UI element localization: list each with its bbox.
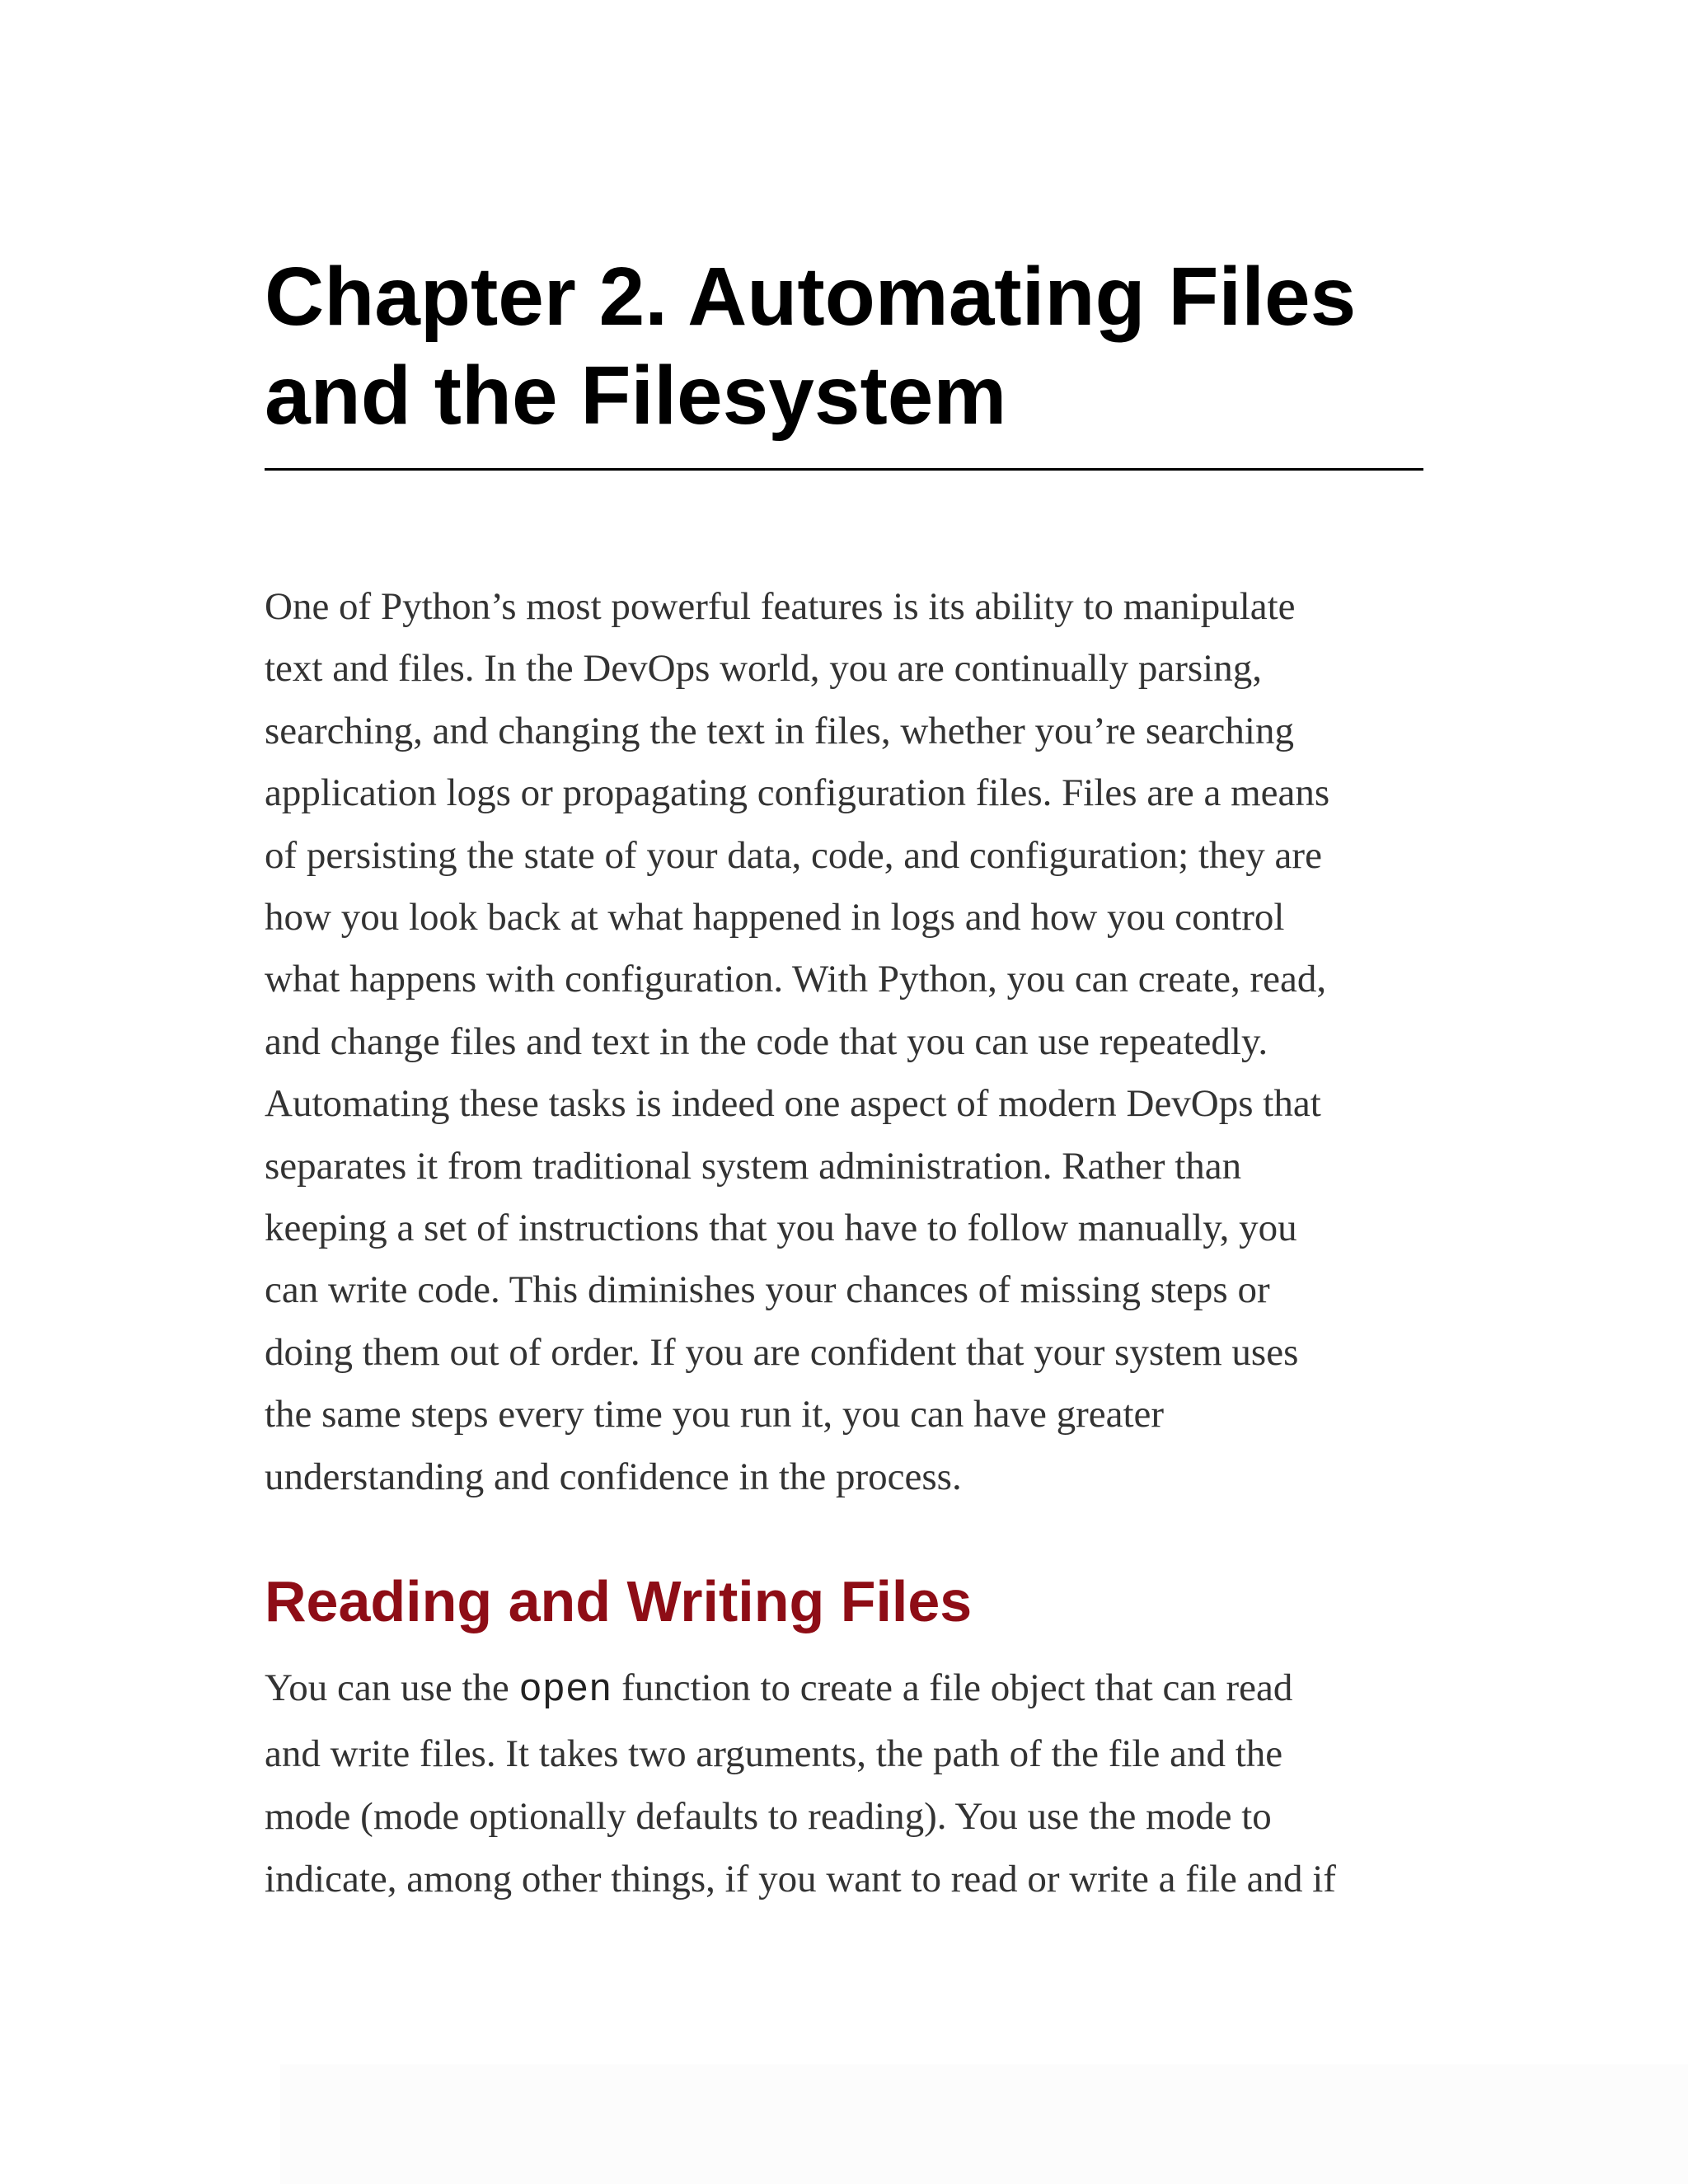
intro-line: One of Python’s most powerful features is its ability to manipulate: [265, 585, 1296, 628]
intro-paragraph: [265, 576, 1423, 1508]
intro-line: application logs or propagating configuration files. Files are a means: [265, 771, 1330, 815]
intro-line: the same steps every time you run it, you can have greater: [265, 1393, 1165, 1436]
intro-line: text and files. In the DevOps world, you are continually parsing,: [265, 647, 1262, 691]
intro-line: doing them out of order. If you are confident that your system uses: [265, 1330, 1299, 1374]
section-line: indicate, among other things, if you want to read or write a file and if: [265, 1858, 1336, 1901]
title-divider: [265, 468, 1423, 471]
intro-line: of persisting the state of your data, code, and configuration; they are: [265, 833, 1322, 877]
intro-line: searching, and changing the text in files, whether you’re searching: [265, 709, 1294, 752]
intro-line: and change files and text in the code that you can use repeatedly.: [265, 1019, 1268, 1063]
section-paragraph: [265, 1657, 1423, 1910]
intro-line: separates it from traditional system administration. Rather than: [265, 1144, 1242, 1188]
section-line-text: function to create a file object that can read: [612, 1666, 1293, 1710]
intro-line: can write code. This diminishes your chances of missing steps or: [265, 1268, 1270, 1312]
chapter-content: [265, 247, 1423, 1910]
section-line: mode (mode optionally defaults to reading). You use the mode to: [265, 1795, 1272, 1839]
section-heading: Reading and Writing Files: [265, 1569, 973, 1634]
chapter-title-line-2: and the Filesystem: [265, 349, 1007, 442]
open-function-code: open: [518, 1669, 612, 1713]
chapter-title-line-1: Chapter 2. Automating Files: [265, 251, 1357, 343]
section-line-text: You can use the: [265, 1666, 519, 1710]
chapter-title: [265, 247, 1423, 445]
intro-line: understanding and confidence in the process.: [265, 1455, 962, 1498]
intro-line: Automating these tasks is indeed one aspect of modern DevOps that: [265, 1082, 1321, 1126]
intro-line: how you look back at what happened in logs and how you control: [265, 896, 1285, 940]
section-line: [265, 1657, 1423, 1722]
intro-line: keeping a set of instructions that you have to follow manually, you: [265, 1207, 1297, 1250]
section-line: and write files. It takes two arguments, the path of the file and the: [265, 1732, 1283, 1776]
intro-line: what happens with configuration. With Python, you can create, read,: [265, 958, 1327, 1001]
page-bottom-shade: [280, 2064, 1688, 2184]
